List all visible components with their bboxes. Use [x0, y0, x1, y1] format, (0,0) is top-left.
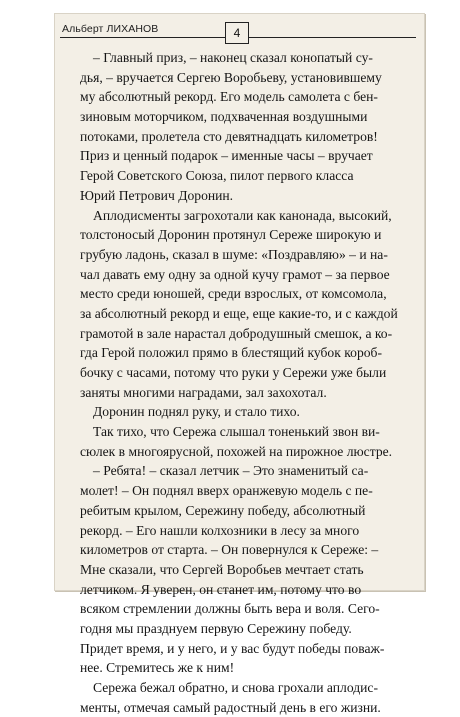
paragraph: [80, 461, 414, 678]
text-line: Аплодисменты загрохотали как канонада, высокий,: [93, 207, 392, 223]
text-line: Приз и ценный подарок – именные часы – вручает: [80, 148, 373, 164]
paragraph: [80, 48, 414, 206]
text-line: за абсолютный рекорд и еще, еще какие-то, и с каждой: [80, 305, 398, 321]
text-line: грубую ладонь, сказал в шуме: «Поздравляю» – и на-: [80, 246, 388, 262]
text-line: Доронин поднял руку, и стало тихо.: [93, 404, 300, 420]
text-line: му абсолютный рекорд. Его модель самолета с бен-: [80, 89, 378, 105]
text-line: толстоносый Доронин протянул Сереже широкую и: [80, 227, 382, 243]
text-line: нее. Стремитесь же к ним!: [80, 660, 235, 676]
text-line: Герой Советского Союза, пилот первого класса: [80, 168, 354, 184]
text-line: километров от старта. – Он повернулся к Сереже: –: [80, 542, 379, 558]
text-line: заняты многими наградами, зал захохотал.: [80, 384, 327, 400]
text-line: Мне сказали, что Сергей Воробьев мечтает стать: [80, 561, 364, 577]
text-line: годня мы празднуем первую Сережину победу.: [80, 620, 352, 636]
text-line: Сережа бежал обратно, и снова грохали аплодис-: [93, 680, 378, 695]
text-line: Юрий Петрович Доронин.: [80, 187, 234, 203]
text-line: ребитым крылом, Сережину победу, абсолютный: [80, 502, 366, 518]
paragraph: [80, 422, 414, 461]
body-text: [80, 48, 414, 717]
text-line: дья, – вручается Сергею Воробьеву, установившему: [80, 69, 382, 85]
text-line: молет! – Он поднял вверх оранжевую модель с пе-: [80, 483, 373, 499]
text-line: зиновым моторчиком, подхваченная воздушными: [80, 109, 368, 125]
text-line: Так тихо, что Сережа слышал тоненький звон ви-: [93, 424, 380, 440]
running-header: [60, 20, 416, 40]
paragraph: [80, 402, 414, 422]
text-line: бочку с часами, потому что руки у Сережи уже были: [80, 365, 387, 380]
text-line: грамотой в зале нарастал добродушный смешок, а ко-: [80, 325, 393, 341]
paragraph: [80, 206, 414, 403]
header-author: Альберт ЛИХАНОВ: [62, 23, 159, 35]
text-line: летчиком. Я уверен, он станет им, потому что во: [80, 581, 362, 597]
text-line: всяком стремлении должны быть вера и воля. Сего-: [80, 601, 380, 617]
text-line: – Главный приз, – наконец сказал конопатый су-: [93, 50, 373, 65]
text-line: потоками, пролетела сто девятнадцать километров!: [80, 128, 378, 144]
text-line: рекорд. – Его нашли колхозники в лесу за много: [80, 522, 360, 538]
text-line: гда Герой положил прямо в блестящий кубок короб-: [80, 345, 382, 361]
text-line: менты, отмечая самый радостный день в его жизни.: [80, 699, 381, 715]
page-number: 4: [225, 22, 249, 44]
text-line: Придет время, и у него, и у вас будут победы поваж-: [80, 640, 385, 656]
text-line: сюлек в многоярусной, похожей на пирожное люстре.: [80, 443, 393, 459]
paragraph: [80, 678, 414, 717]
text-line: чал давать ему одну за одной кучу грамот – за первое: [80, 266, 390, 282]
text-line: – Ребята! – сказал летчик – Это знаменитый са-: [93, 463, 369, 479]
text-line: место среди юношей, среди взрослых, от комсомола,: [80, 286, 387, 302]
